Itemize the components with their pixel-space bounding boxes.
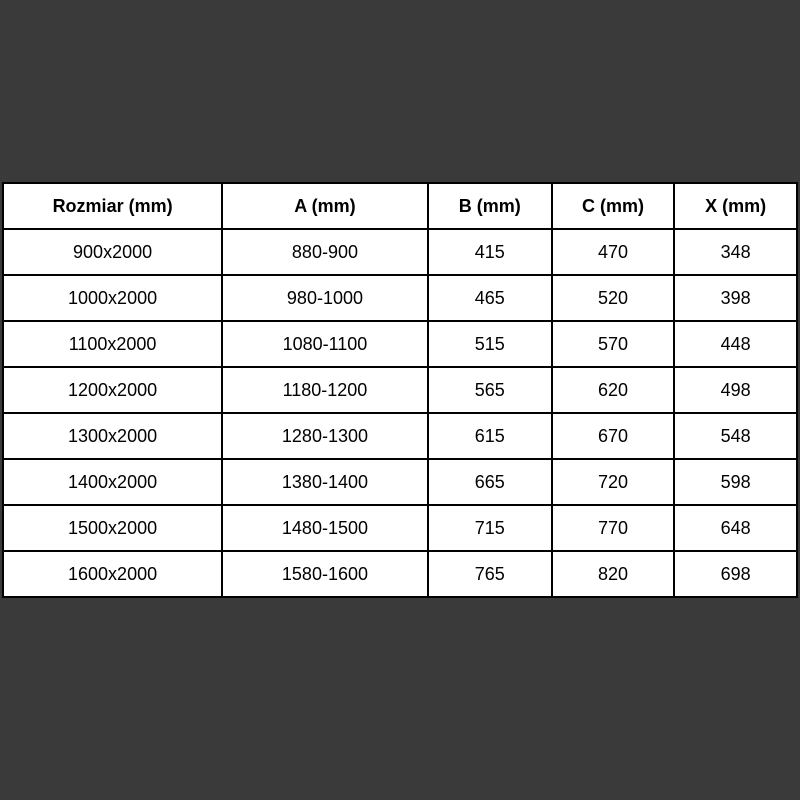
header-cell-a: A (mm)	[222, 183, 428, 229]
cell-b: 665	[428, 459, 552, 505]
cell-rozmiar: 900x2000	[3, 229, 222, 275]
table-header-row	[3, 183, 797, 229]
table-row	[3, 229, 797, 275]
cell-rozmiar: 1600x2000	[3, 551, 222, 597]
table-row	[3, 413, 797, 459]
cell-a: 980-1000	[222, 275, 428, 321]
header-cell-rozmiar: Rozmiar (mm)	[3, 183, 222, 229]
cell-x: 598	[674, 459, 797, 505]
table-row	[3, 367, 797, 413]
cell-b: 415	[428, 229, 552, 275]
cell-x: 498	[674, 367, 797, 413]
cell-c: 520	[552, 275, 675, 321]
cell-a: 1280-1300	[222, 413, 428, 459]
cell-a: 1580-1600	[222, 551, 428, 597]
cell-b: 765	[428, 551, 552, 597]
cell-rozmiar: 1400x2000	[3, 459, 222, 505]
cell-b: 515	[428, 321, 552, 367]
cell-x: 698	[674, 551, 797, 597]
cell-c: 470	[552, 229, 675, 275]
cell-c: 820	[552, 551, 675, 597]
header-cell-b: B (mm)	[428, 183, 552, 229]
cell-rozmiar: 1500x2000	[3, 505, 222, 551]
cell-b: 715	[428, 505, 552, 551]
cell-rozmiar: 1000x2000	[3, 275, 222, 321]
cell-c: 770	[552, 505, 675, 551]
table-row	[3, 505, 797, 551]
cell-x: 448	[674, 321, 797, 367]
cell-a: 880-900	[222, 229, 428, 275]
cell-x: 348	[674, 229, 797, 275]
cell-rozmiar: 1300x2000	[3, 413, 222, 459]
cell-c: 670	[552, 413, 675, 459]
table-row	[3, 321, 797, 367]
size-table	[2, 182, 798, 598]
cell-c: 620	[552, 367, 675, 413]
cell-rozmiar: 1200x2000	[3, 367, 222, 413]
cell-a: 1080-1100	[222, 321, 428, 367]
cell-rozmiar: 1100x2000	[3, 321, 222, 367]
header-cell-c: C (mm)	[552, 183, 675, 229]
cell-a: 1180-1200	[222, 367, 428, 413]
table-row	[3, 459, 797, 505]
size-table-container	[2, 182, 798, 598]
cell-c: 570	[552, 321, 675, 367]
cell-a: 1480-1500	[222, 505, 428, 551]
cell-b: 615	[428, 413, 552, 459]
header-cell-x: X (mm)	[674, 183, 797, 229]
cell-a: 1380-1400	[222, 459, 428, 505]
cell-b: 465	[428, 275, 552, 321]
cell-b: 565	[428, 367, 552, 413]
table-row	[3, 551, 797, 597]
cell-x: 398	[674, 275, 797, 321]
cell-c: 720	[552, 459, 675, 505]
table-row	[3, 275, 797, 321]
cell-x: 548	[674, 413, 797, 459]
cell-x: 648	[674, 505, 797, 551]
